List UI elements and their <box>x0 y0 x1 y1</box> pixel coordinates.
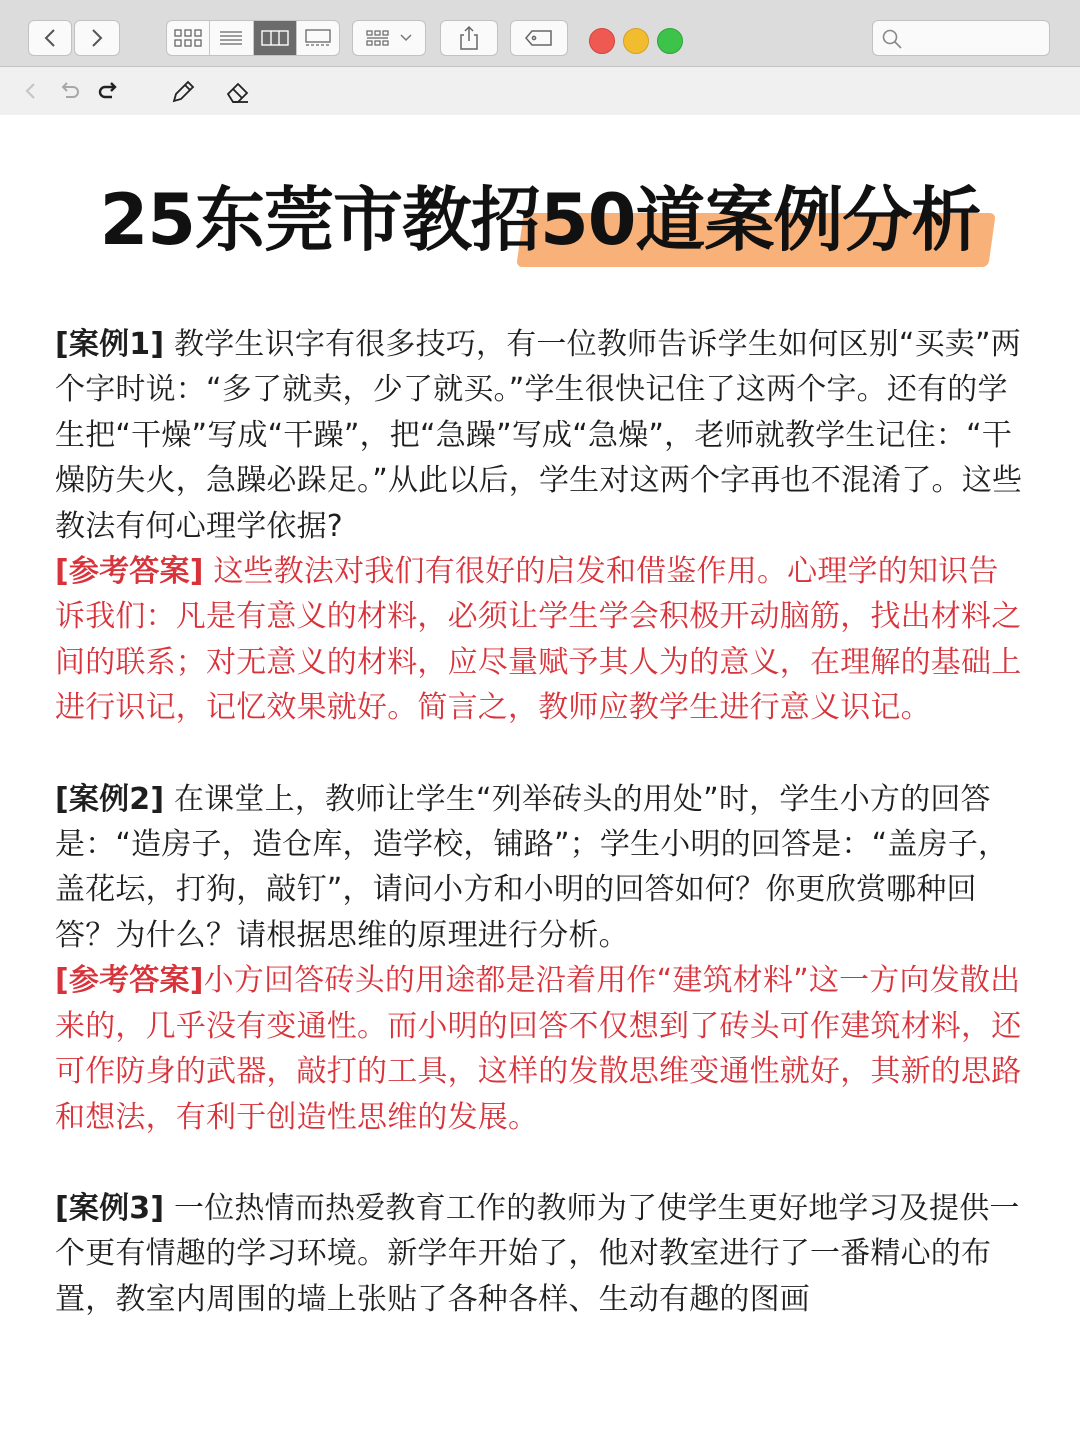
undo-icon[interactable] <box>58 79 82 103</box>
answer-tag: [参考答案] <box>55 963 204 999</box>
case-tag: [案例3] <box>55 1190 165 1226</box>
group-grid-icon <box>365 28 393 48</box>
document-body <box>55 322 1025 1322</box>
case-question <box>55 322 1025 549</box>
chevron-down-icon <box>399 33 413 43</box>
forward-button[interactable] <box>74 20 120 56</box>
case-question <box>55 1186 1025 1322</box>
case-question-text: 教学生识字有很多技巧，有一位教师告诉学生如何区别“买卖”两个字时说：“多了就卖，少了就买。”学生很快记住了这两个字。还有的学生把“干燥”写成“干躁”，把“急躁”写成“急燥”，老师就教学生记住：“干燥防失火，急躁必跺足。”从此以后，学生对这两个字再也不混淆了。这些教法有何心理学依据? <box>55 327 1023 544</box>
view-list-button[interactable] <box>210 21 253 55</box>
view-columns-button[interactable] <box>254 21 297 55</box>
edit-toolbar <box>0 67 1080 115</box>
search-field[interactable] <box>872 20 1050 56</box>
case-answer-text: 这些教法对我们有很好的启发和借鉴作用。心理学的知识告诉我们：凡是有意义的材料，必须让学生学会积极开动脑筋，找出材料之间的联系；对无意义的材料，应尽量赋予其人为的意义，在理解的基础上进行识记，记忆效果就好。简言之，教师应教学生进行意义识记。 <box>55 554 1022 726</box>
tag-button[interactable] <box>510 20 568 56</box>
view-icons-button[interactable] <box>167 21 210 55</box>
view-mode-segmented-control <box>166 20 340 56</box>
answer-tag: [参考答案] <box>55 554 204 590</box>
chevron-right-icon <box>90 28 104 48</box>
case-answer <box>55 958 1025 1140</box>
search-input[interactable] <box>909 25 1047 53</box>
case-question <box>55 777 1025 959</box>
zoom-window-button[interactable] <box>657 28 683 54</box>
minimize-window-button[interactable] <box>623 28 649 54</box>
group-by-dropdown[interactable] <box>352 20 426 56</box>
tag-icon <box>524 29 554 47</box>
case-answer <box>55 549 1025 731</box>
list-icon <box>218 28 244 48</box>
redo-icon[interactable] <box>96 79 120 103</box>
case-question-text: 一位热情而热爱教育工作的教师为了使学生更好地学习及提供一个更有情趣的学习环境。新学年开始了，他对教室进行了一番精心的布置，教室内周围的墙上张贴了各种各样、生动有趣的图画 <box>55 1190 1020 1317</box>
page-title: 25东莞市教招50道案例分析 <box>99 179 981 261</box>
case-tag: [案例1] <box>55 327 165 362</box>
case-tag: [案例2] <box>55 781 165 817</box>
close-window-button[interactable] <box>589 28 615 54</box>
eraser-icon[interactable] <box>224 79 252 105</box>
search-icon <box>881 28 903 50</box>
columns-icon <box>260 28 290 48</box>
case-question-text: 在课堂上，教师让学生“列举砖头的用处”时，学生小方的回答是：“造房子，造仓库，造学校，铺路”；学生小明的回答是：“盖房子，盖花坛，打狗，敲钉”，请问小方和小明的回答如何？你更欣赏哪种回答？为什么？请根据思维的原理进行分析。 <box>55 781 1009 953</box>
view-gallery-button[interactable] <box>297 21 339 55</box>
gallery-icon <box>303 28 333 48</box>
chevron-left-icon <box>43 28 57 48</box>
share-icon <box>457 25 481 51</box>
title-block <box>0 175 1080 275</box>
share-button[interactable] <box>440 20 498 56</box>
back-button[interactable] <box>28 20 72 56</box>
pencil-icon[interactable] <box>170 79 196 105</box>
window-toolbar <box>0 0 1080 67</box>
grid-icon <box>173 28 203 48</box>
case-answer-text: 小方回答砖头的用途都是沿着用作“建筑材料”这一方向发散出来的，几乎没有变通性。而小明的回答不仅想到了砖头可作建筑材料，还可作防身的武器，敲打的工具，这样的发散思维变通性就好，其新的思路和想法，有利于创造性思维的发展。 <box>55 963 1022 1135</box>
collapse-left-icon[interactable] <box>22 79 38 103</box>
